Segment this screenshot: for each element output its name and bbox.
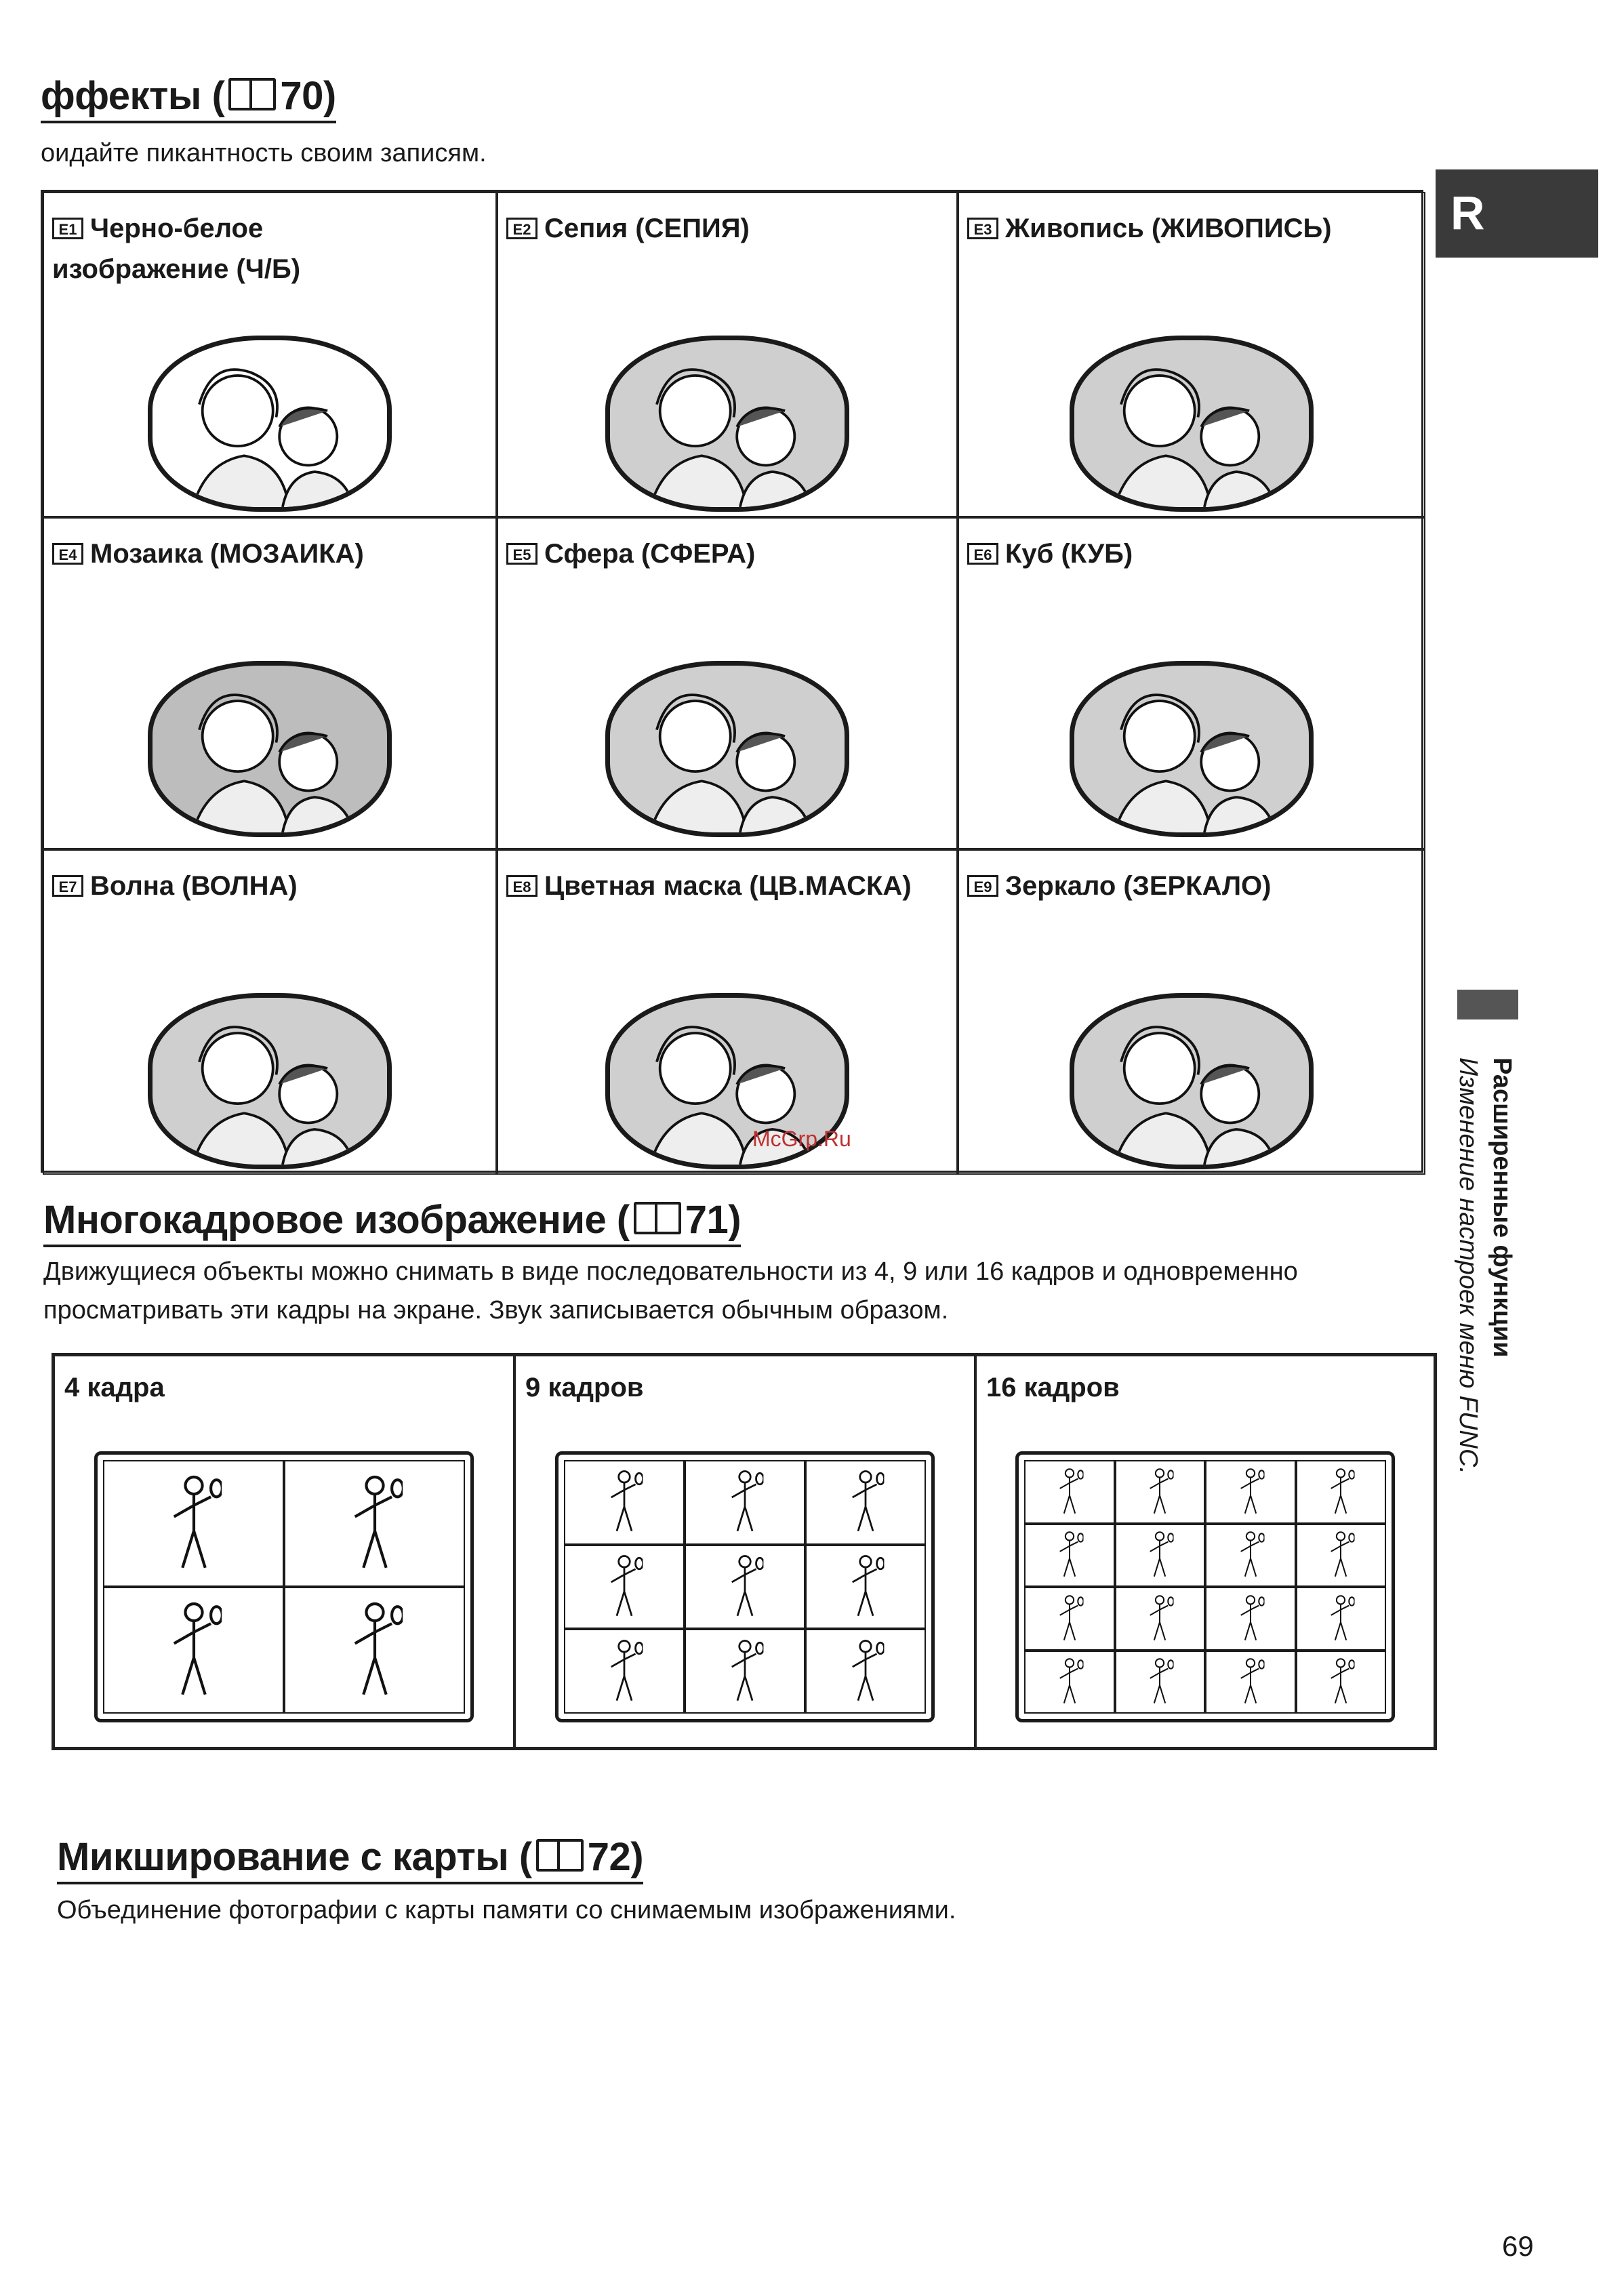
frame-sub-image xyxy=(1024,1651,1115,1714)
cartoon-picture xyxy=(610,340,845,507)
tennis-player-icon xyxy=(1055,1594,1083,1643)
tennis-player-icon xyxy=(1327,1468,1355,1516)
effect-icon: E8 xyxy=(506,875,537,897)
effect-preview-image xyxy=(148,661,392,837)
tennis-player-icon xyxy=(1327,1531,1355,1579)
tennis-player-icon xyxy=(605,1638,643,1704)
frame-sub-image xyxy=(284,1587,465,1714)
frame-option-cell xyxy=(975,1355,1435,1748)
effect-preview-image xyxy=(605,336,849,512)
cartoon-picture xyxy=(1074,666,1309,832)
effect-preview-image xyxy=(148,993,392,1169)
frame-preview-screen xyxy=(555,1451,935,1722)
tennis-player-icon xyxy=(1146,1468,1174,1516)
effect-icon: E2 xyxy=(506,218,537,239)
effect-icon: E6 xyxy=(967,543,998,565)
frame-sub-image xyxy=(1205,1460,1296,1524)
tennis-player-icon xyxy=(605,1470,643,1535)
tennis-player-icon xyxy=(1055,1657,1083,1706)
frame-sub-image xyxy=(685,1460,805,1545)
sidebar xyxy=(1423,990,1518,1491)
frame-option-cell xyxy=(54,1355,514,1748)
frame-option-label: 9 кадров xyxy=(525,1373,644,1402)
multiframe-grid xyxy=(52,1353,1437,1750)
tennis-player-icon xyxy=(1146,1657,1174,1706)
tennis-player-icon xyxy=(1236,1657,1264,1706)
frame-sub-image xyxy=(805,1545,926,1630)
sidebar-title: Расширенные функции xyxy=(1488,1057,1516,1358)
frame-sub-image xyxy=(1205,1524,1296,1588)
effect-label: E9 Зеркало (ЗЕРКАЛО) xyxy=(967,866,1271,906)
side-tab: R xyxy=(1436,169,1598,258)
frame-option-label: 16 кадров xyxy=(986,1373,1120,1402)
frame-sub-image xyxy=(1205,1587,1296,1651)
tennis-player-icon xyxy=(346,1600,403,1699)
effect-icon: E4 xyxy=(52,543,83,565)
frame-sub-image xyxy=(1024,1460,1115,1524)
tennis-player-icon xyxy=(726,1554,763,1620)
tennis-player-icon xyxy=(346,1474,403,1573)
frame-sub-image xyxy=(1115,1587,1206,1651)
effect-label: E4 Мозаика (МОЗАИКА) xyxy=(52,533,364,574)
tennis-player-icon xyxy=(726,1470,763,1535)
frame-preview-screen xyxy=(94,1451,474,1722)
tennis-player-icon xyxy=(1327,1594,1355,1643)
cartoon-picture xyxy=(1074,340,1309,507)
effect-cell xyxy=(497,517,958,849)
effect-cell xyxy=(43,517,497,849)
effect-cell xyxy=(43,849,497,1175)
frame-preview-screen xyxy=(1015,1451,1395,1722)
book-icon xyxy=(634,1202,681,1234)
book-icon xyxy=(228,78,276,110)
section-multiframe-text: Движущиеся объекты можно снимать в виде последовательности из 4, 9 или 16 кадров и одновременно просматривать эти кадры на экране. Звук записывается обычным образом. xyxy=(43,1257,1298,1325)
effect-cell xyxy=(958,192,1425,517)
cartoon-picture xyxy=(153,666,387,832)
effect-cell xyxy=(497,192,958,517)
sidebar-subtitle: Изменение настроек меню FUNC. xyxy=(1454,1057,1482,1474)
tennis-player-icon xyxy=(165,1474,222,1573)
frame-sub-image xyxy=(1296,1524,1387,1588)
section-mix-text: Объединение фотографии с карты памяти со снимаемым изображениями. xyxy=(57,1896,956,1924)
effect-label: E3 Живопись (ЖИВОПИСЬ) xyxy=(967,208,1332,249)
effect-label: E1 Черно-белое изображение (Ч/Б) xyxy=(52,214,301,284)
effect-label: E6 Куб (КУБ) xyxy=(967,533,1133,574)
effect-cell xyxy=(958,517,1425,849)
tennis-player-icon xyxy=(1055,1531,1083,1579)
tennis-player-icon xyxy=(1055,1468,1083,1516)
effect-preview-image xyxy=(605,661,849,837)
frame-sub-image xyxy=(805,1460,926,1545)
tennis-player-icon xyxy=(847,1554,884,1620)
effect-icon: E1 xyxy=(52,218,83,239)
frame-sub-image xyxy=(805,1629,926,1714)
effect-preview-image xyxy=(148,336,392,512)
section-effects-subtitle: оидайте пикантность своим записям. xyxy=(41,139,487,167)
frame-sub-image xyxy=(103,1587,284,1714)
frame-sub-image xyxy=(564,1545,685,1630)
effect-icon: E5 xyxy=(506,543,537,565)
cartoon-picture xyxy=(610,666,845,832)
book-icon xyxy=(536,1839,584,1872)
tennis-player-icon xyxy=(1236,1531,1264,1579)
frame-sub-image xyxy=(1296,1587,1387,1651)
frame-sub-image xyxy=(1296,1651,1387,1714)
effect-icon: E3 xyxy=(967,218,998,239)
effect-label: E7 Волна (ВОЛНА) xyxy=(52,866,298,906)
frame-option-cell xyxy=(514,1355,975,1748)
frame-option-label: 4 кадра xyxy=(64,1373,165,1402)
tennis-player-icon xyxy=(847,1638,884,1704)
effect-preview-image xyxy=(1070,661,1314,837)
tennis-player-icon xyxy=(1146,1531,1174,1579)
effect-label: E8 Цветная маска (ЦВ.МАСКА) xyxy=(506,866,912,906)
sidebar-bar xyxy=(1457,990,1518,1019)
frame-sub-image xyxy=(1115,1524,1206,1588)
effect-preview-image xyxy=(1070,993,1314,1169)
cartoon-picture xyxy=(153,998,387,1165)
frame-sub-image xyxy=(1296,1460,1387,1524)
effect-label: E5 Сфера (СФЕРА) xyxy=(506,533,755,574)
section-multiframe-title: Многокадровое изображение ( 71) xyxy=(43,1198,741,1247)
tennis-player-icon xyxy=(165,1600,222,1699)
frame-sub-image xyxy=(685,1545,805,1630)
tennis-player-icon xyxy=(1146,1594,1174,1643)
cartoon-picture xyxy=(1074,998,1309,1165)
effects-grid xyxy=(41,190,1423,1173)
frame-sub-image xyxy=(685,1629,805,1714)
effect-icon: E7 xyxy=(52,875,83,897)
frame-sub-image xyxy=(1024,1524,1115,1588)
tennis-player-icon xyxy=(1327,1657,1355,1706)
tennis-player-icon xyxy=(1236,1468,1264,1516)
section-effects-title: ффекты ( 70) xyxy=(41,75,336,123)
tennis-player-icon xyxy=(847,1470,884,1535)
frame-sub-image xyxy=(1115,1651,1206,1714)
frame-sub-image xyxy=(564,1629,685,1714)
frame-sub-image xyxy=(1024,1587,1115,1651)
frame-sub-image xyxy=(564,1460,685,1545)
effect-label: E2 Сепия (СЕПИЯ) xyxy=(506,208,750,249)
frame-sub-image xyxy=(1205,1651,1296,1714)
page-number: 69 xyxy=(1502,2230,1534,2262)
tennis-player-icon xyxy=(1236,1594,1264,1643)
frame-sub-image xyxy=(284,1460,465,1587)
effect-cell xyxy=(958,849,1425,1175)
watermark: McGrp.Ru xyxy=(752,1127,851,1151)
section-mix-title: Микширование с карты ( 72) xyxy=(57,1836,643,1884)
effect-preview-image xyxy=(1070,336,1314,512)
effect-cell xyxy=(43,192,497,517)
frame-sub-image xyxy=(103,1460,284,1587)
tennis-player-icon xyxy=(726,1638,763,1704)
effect-cell xyxy=(497,849,958,1175)
tennis-player-icon xyxy=(605,1554,643,1620)
effect-icon: E9 xyxy=(967,875,998,897)
cartoon-picture xyxy=(153,340,387,507)
frame-sub-image xyxy=(1115,1460,1206,1524)
